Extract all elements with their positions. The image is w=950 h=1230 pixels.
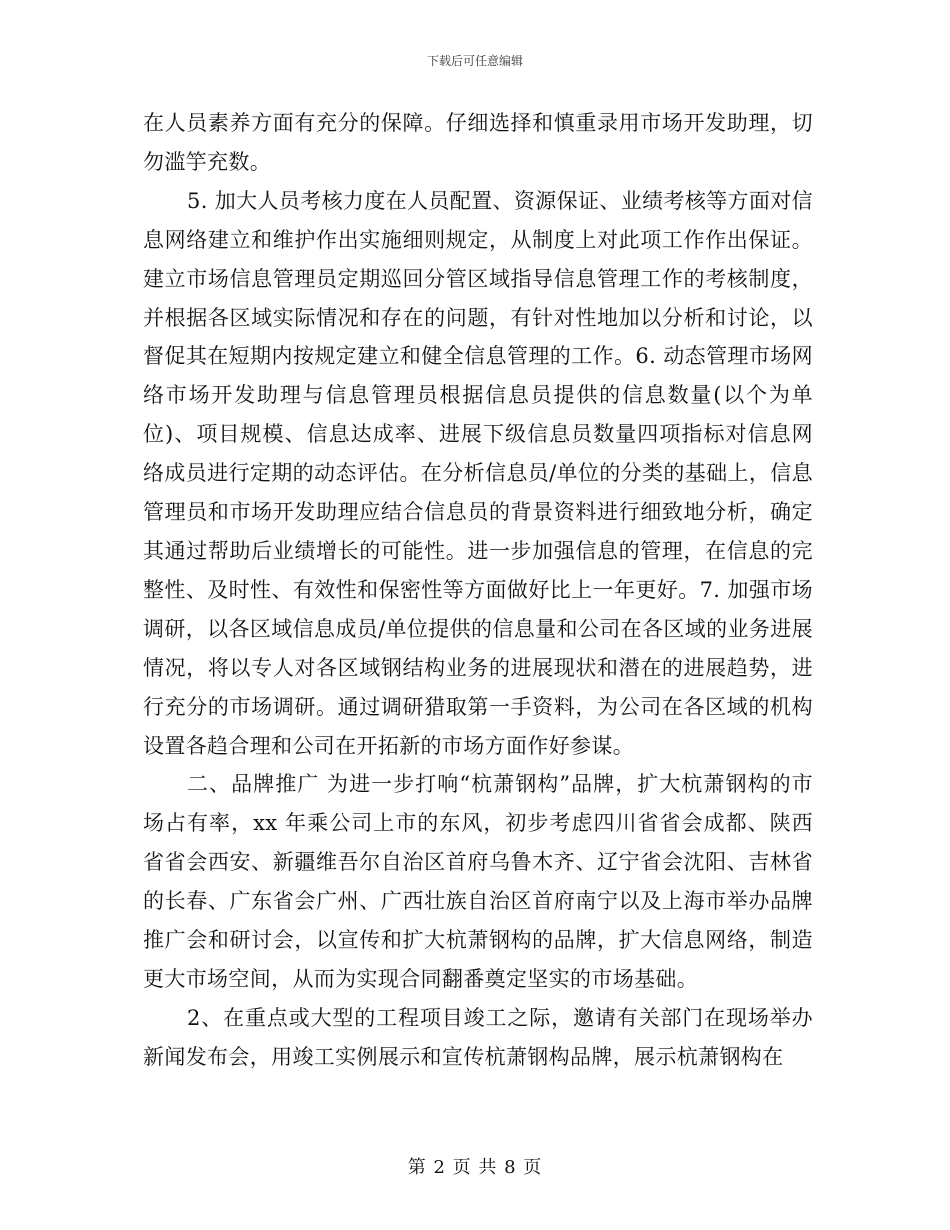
paragraph-press-conference: 2、在重点或大型的工程项目竣工之际，邀请有关部门在现场举办新闻发布会，用竣工实例展示和宣传杭萧钢构品牌，展示杭萧钢构在 [143,1005,813,1069]
page-number-footer: 第 2 页 共 8 页 [407,1157,543,1178]
page-header: 下载后可任意编辑 [426,54,523,68]
document-body [143,104,813,1077]
paragraph-brand-promotion: 二、品牌推广 为进一步打响“杭萧钢构”品牌，扩大杭萧钢构的市场占有率，xx 年乘公司上市的东风，初步考虑四川省省会成都、陕西省省会西安、新疆维吾尔自治区首府乌鲁木齐、辽宁省会沈阳、吉林省的长春、广东省会广州、广西壮族自治区首府南宁以及上海市举办品牌推广会和研讨会，以宣传和扩大杭萧钢构的品牌，扩大信息网络，制造更大市场空间，从而为实现合同翻番奠定坚实的市场基础。 [143,772,813,991]
paragraph-staff-assessment: 5. 加大人员考核力度在人员配置、资源保证、业绩考核等方面对信息网络建立和维护作出实施细则规定，从制度上对此项工作作出保证。建立市场信息管理员定期巡回分管区域指导信息管理工作的考核制度，并根据各区域实际情况和存在的问题，有针对性地加以分析和讨论，以督促其在短期内按规定建立和健全信息管理的工作。6. 动态管理市场网络市场开发助理与信息管理员根据信息员提供的信息数量(以个为单位)、项目规模、信息达成率、进展下级信息员数量四项指标对信息网络成员进行定期的动态评估。在分析信息员/单位的分类的基础上，信息管理员和市场开发助理应结合信息员的背景资料进行细致地分析，确定其通过帮助后业绩增长的可能性。进一步加强信息的管理，在信息的完整性、及时性、有效性和保密性等方面做好比上一年更好。7. 加强市场调研，以各区域信息成员/单位提供的信息量和公司在各区域的业务进展情况，将以专人对各区域钢结构业务的进展现状和潜在的进展趋势，进行充分的市场调研。通过调研猎取第一手资料，为公司在各区域的机构设置各趋合理和公司在开拓新的市场方面作好参谋。 [143,188,813,758]
paragraph-staff-quality: 在人员素养方面有充分的保障。仔细选择和慎重录用市场开发助理，切勿滥竽充数。 [143,111,813,174]
